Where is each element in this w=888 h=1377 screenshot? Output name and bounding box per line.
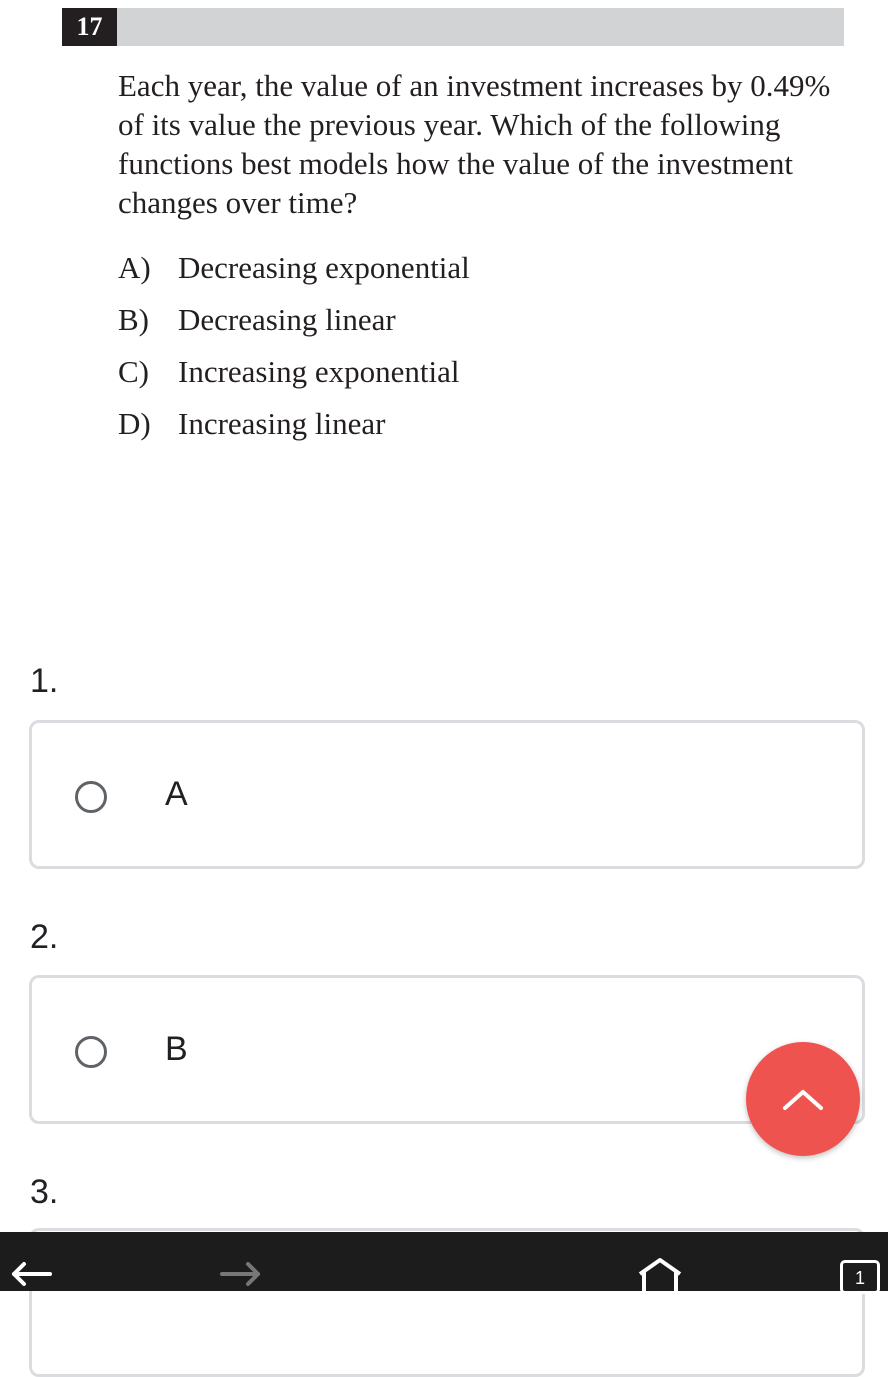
answer-number: 1. — [30, 662, 59, 700]
question-header-bar — [62, 8, 844, 46]
option-d — [118, 397, 848, 449]
option-b — [118, 293, 848, 345]
option-c — [118, 345, 848, 397]
home-icon[interactable] — [636, 1256, 684, 1291]
answer-label: A — [165, 775, 188, 813]
answer-number: 2. — [30, 918, 59, 956]
question-number: 17 — [62, 8, 117, 46]
option-a — [118, 241, 848, 293]
tabs-icon[interactable] — [840, 1260, 880, 1294]
scroll-to-top-button[interactable] — [746, 1042, 860, 1156]
option-text: Decreasing exponential — [178, 249, 470, 285]
option-text: Increasing linear — [178, 405, 386, 441]
option-letter: A) — [118, 249, 151, 285]
option-text: Decreasing linear — [178, 301, 396, 337]
option-letter: C) — [118, 353, 149, 389]
option-text: Increasing exponential — [178, 353, 460, 389]
answer-number: 3. — [30, 1173, 59, 1211]
radio-button[interactable] — [75, 1036, 107, 1068]
chevron-up-icon — [779, 1084, 827, 1114]
radio-button[interactable] — [75, 781, 107, 813]
question-text: Each year, the value of an investment increases by 0.49% of its value the previous year. Which of the following functions best models how the value of the investment changes over time? — [118, 68, 831, 220]
option-letter: B) — [118, 301, 149, 337]
bottom-navigation-bar — [0, 1232, 888, 1291]
answer-card-a[interactable] — [29, 720, 865, 869]
answer-label: B — [165, 1030, 188, 1068]
back-arrow-icon[interactable] — [8, 1258, 56, 1291]
option-letter: D) — [118, 405, 151, 441]
forward-arrow-icon[interactable] — [216, 1258, 264, 1291]
answer-card-b[interactable] — [29, 975, 865, 1124]
question-body — [118, 66, 848, 449]
tab-count: 1 — [854, 1268, 865, 1288]
